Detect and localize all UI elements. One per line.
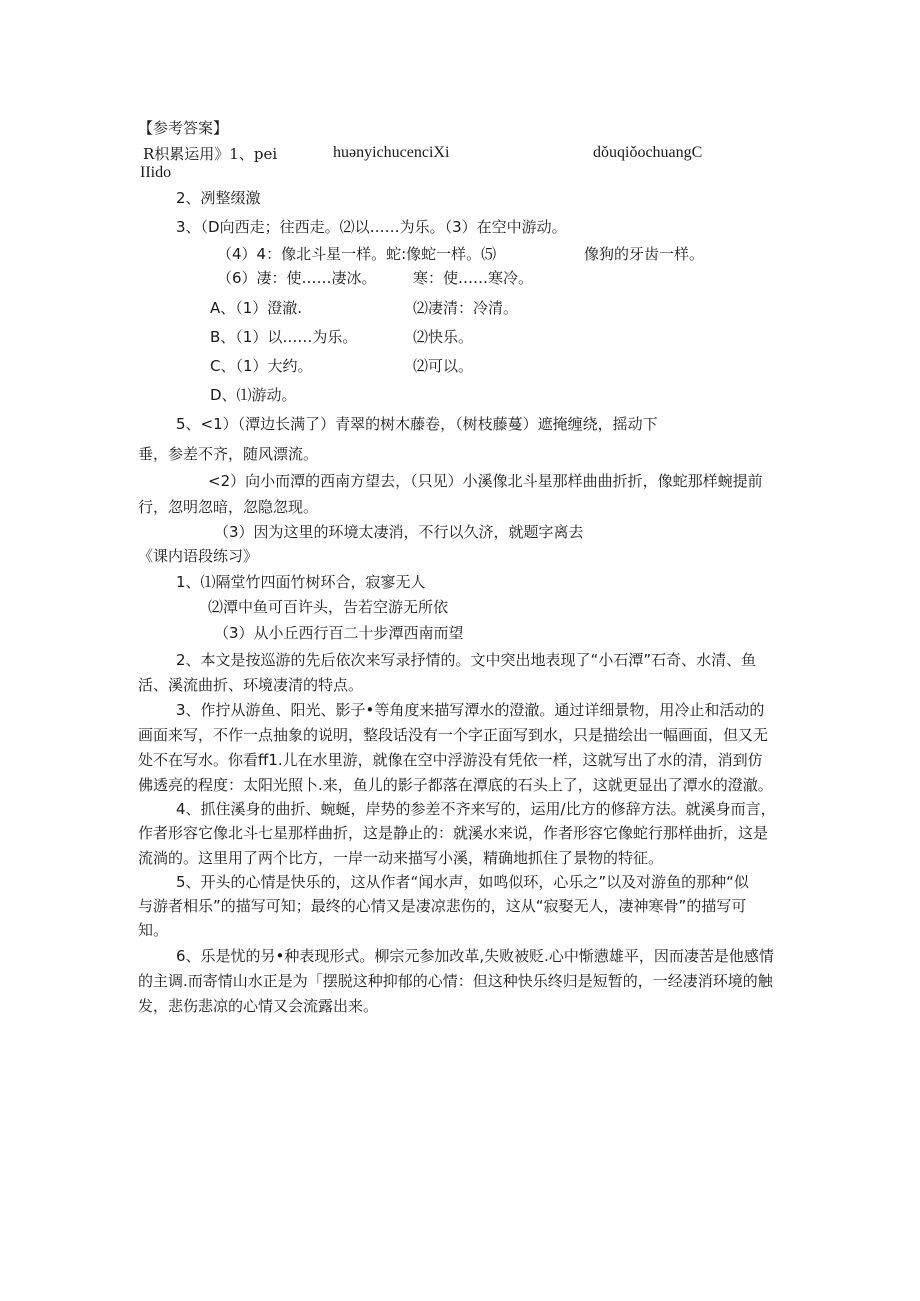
q5-line-1: 5、<1）（潭边长满了）青翠的树木藤卷，（树枝藤蔓）遮掩缠绕，摇动下 — [176, 415, 658, 433]
s2-q3-b: 画面来写，不作一点抽象的说明，整段话没有一个字正面写到水，只是描绘出一幅画面，但又无 — [138, 726, 769, 744]
s2-q3-a: 3、作拧从游鱼、阳光、影子•等角度来描写潭水的澄澈。通过详细景物，用冷止和活动的 — [176, 701, 765, 719]
q4-a-2: ⑵凄清：冷清。 — [413, 299, 519, 317]
answer-title: 【参考答案】 — [138, 119, 229, 137]
q5-line-5: （3）因为这里的环境太凄消，不行以久济，就题字离去 — [214, 523, 584, 541]
s2-q4-a: 4、抓住溪身的曲折、蜿蜒，岸势的参差不齐来写的，运用/比方的修辞方法。就溪身而言， — [176, 800, 776, 818]
s2-q6-a: 6、乐是忧的另•种表现形式。柳宗元参加改革,失败被贬.心中惭懑雄平，因而凄苦是他感情 — [176, 947, 774, 965]
s2-q2-a: 2、本文是按巡游的先后依次来写录抒情的。文中突出地表现了“小石潭”石奇、水清、鱼 — [176, 651, 757, 669]
q3-line-3b: 寒：使……寒冷。 — [413, 269, 534, 287]
s2-q5-c: 知。 — [138, 921, 169, 939]
q1-pinyin-continued: IIido — [140, 164, 172, 181]
q5-line-2: 垂，参差不齐，随风漂流。 — [138, 445, 319, 463]
q4-a-1: A、（1）澄澈. — [210, 299, 303, 317]
q1-pinyin-middle: huǝnyichucenciXi — [333, 144, 450, 161]
s2-q6-c: 发，悲伤悲凉的心情又会流露出来。 — [138, 997, 379, 1015]
s2-q3-c: 处不在写水。你看ff1.儿在水里游，就像在空中浮游没有凭依一样，这就写出了水的清，消到仿 — [138, 751, 763, 769]
q5-line-4: 行，忽明忽暗，忽隐忽现。 — [138, 498, 319, 516]
s2-q4-c: 流淌的。这里用了两个比方，一岸一动来描写小溪，精确地抓住了景物的特征。 — [138, 849, 664, 867]
q5-line-3: <2）向小而潭的西南方望去，（只见）小溪像北斗星那样曲曲折折，像蛇那样蜿提前 — [208, 472, 763, 490]
s2-q5-b: 与游者相乐”的描写可知；最终的心情又是凄凉悲伤的，这从“寂娶无人，凄神寒骨”的描写可 — [138, 897, 747, 915]
q4-b-2: ⑵快乐。 — [413, 328, 474, 346]
section2-title: 《课内语段练习》 — [138, 547, 259, 565]
s2-q1-b: ⑵潭中鱼可百许头，告若空游无所依 — [208, 598, 449, 616]
q3-line-2a: （4）4：像北斗星一样。蛇:像蛇一样。⑸ — [217, 245, 497, 263]
q4-c-1: C、（1）大约。 — [210, 357, 313, 375]
s2-q5-a: 5、开头的心情是快乐的，这从作者“闻水声，如鸣似环，心乐之”以及对游鱼的那种“似 — [176, 873, 749, 891]
s2-q1-a: 1、⑴隔堂竹四面竹树环合，寂寥无人 — [176, 573, 426, 591]
s2-q3-d: 佛透亮的程度：太阳光照卜.来，鱼儿的影子都落在潭底的石头上了，这就更显出了潭水的澄澈。 — [138, 776, 773, 794]
q3-line-2b: 像狗的牙齿一样。 — [584, 245, 705, 263]
s2-q6-b: 的主调.而寄情山水正是为「摆脱这种抑郁的心情：但这种快乐终归是短暂的，一经凄消环境的触 — [138, 972, 773, 990]
q4-b-1: B、（1）以……为乐。 — [210, 328, 358, 346]
q1-label: R枳累运用》1、pei — [143, 145, 278, 163]
q1-pinyin-right: dǒuqiǒochuangC — [593, 144, 703, 161]
s2-q2-b: 活、溪流曲折、环境凄清的特点。 — [138, 676, 364, 694]
s2-q1-c: （3）从小丘西行百二十步潭西南而望 — [214, 624, 464, 642]
q3-line-1: 3、（D向西走；往西走。⑵以……为乐。（3）在空中游动。 — [176, 218, 567, 236]
q3-line-3a: （6）凄：使……凄冰。 — [217, 269, 377, 287]
q2-answer: 2、冽整缀激 — [176, 189, 261, 207]
q4-c-2: ⑵可以。 — [413, 357, 474, 375]
q4-d-1: D、⑴游动。 — [210, 386, 297, 404]
s2-q4-b: 作者形容它像北斗七星那样曲折，这是静止的：就溪水来说，作者形容它像蛇行那样曲折，这是 — [138, 824, 769, 842]
